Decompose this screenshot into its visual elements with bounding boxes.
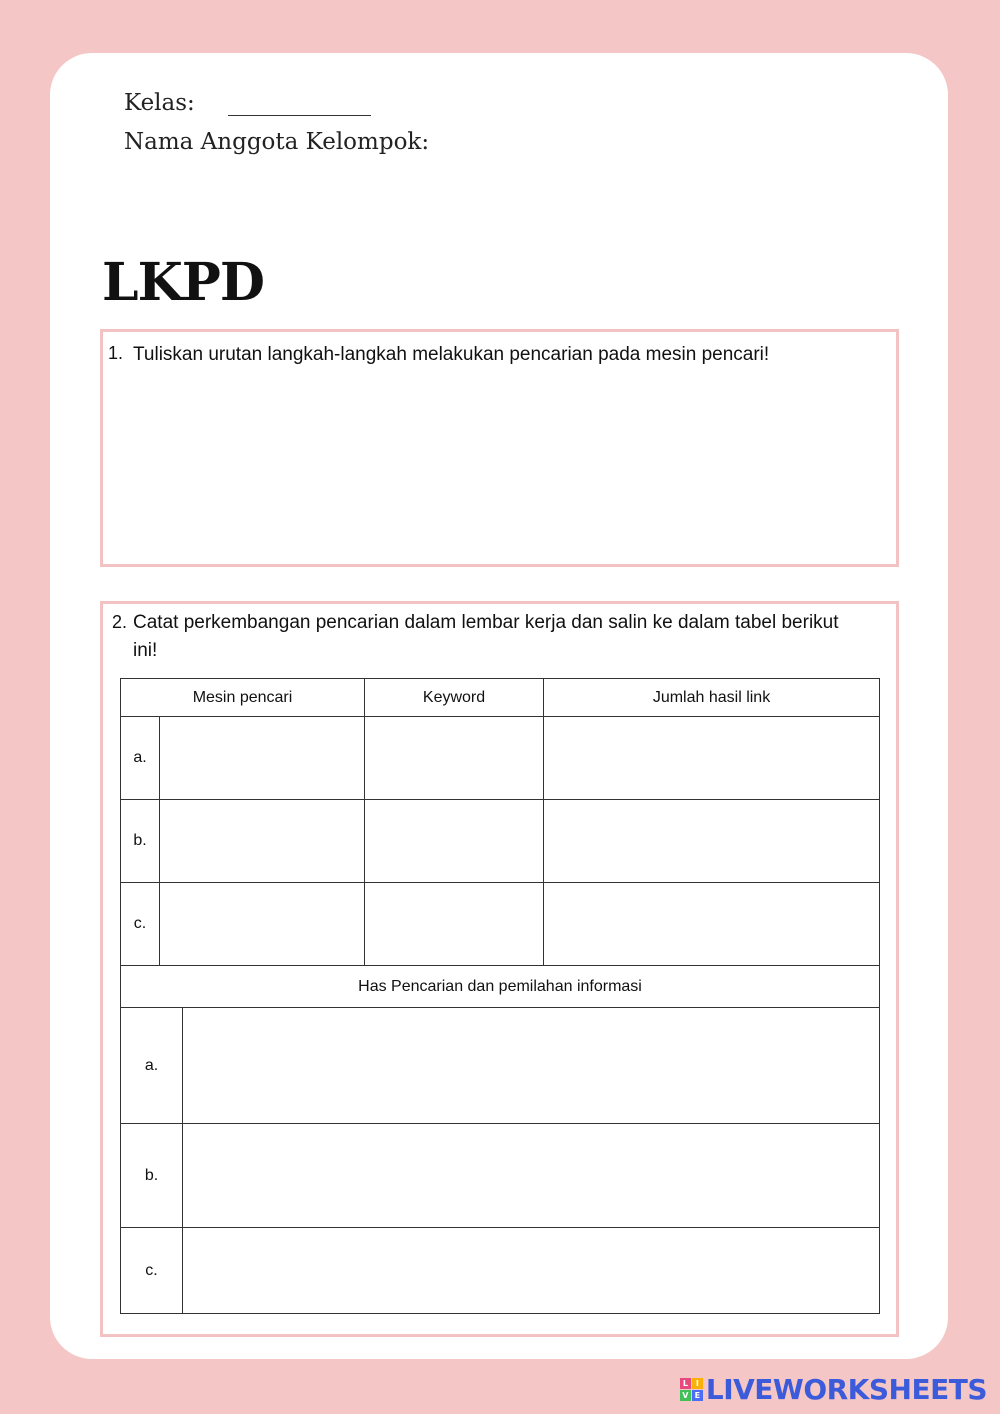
search-engine-cell[interactable]: [160, 800, 365, 883]
link-count-cell[interactable]: [544, 883, 880, 966]
table-header-row: [121, 679, 880, 717]
logo-mark-letter: V: [680, 1390, 691, 1401]
table-row: [121, 800, 880, 883]
row-label: c.: [121, 883, 160, 966]
logo-mark-letter: I: [692, 1378, 703, 1389]
row-label: b.: [121, 1124, 183, 1228]
result-cell[interactable]: [183, 1228, 880, 1314]
question-2-number: 2.: [112, 612, 128, 632]
table-row: [121, 1008, 880, 1124]
search-progress-table: [120, 678, 880, 1314]
header-keyword: Keyword: [365, 679, 544, 717]
header-search-engine: Mesin pencari: [121, 679, 365, 717]
logo-mark-icon: [680, 1378, 703, 1401]
section-title: Has Pencarian dan pemilahan informasi: [121, 966, 880, 1008]
table-row: [121, 883, 880, 966]
section-title-row: [121, 966, 880, 1008]
question-2-text: Catat perkembangan pencarian dalam lembar kerja dan salin ke dalam tabel berikut ini!: [133, 612, 839, 661]
keyword-cell[interactable]: [365, 883, 544, 966]
result-cell[interactable]: [183, 1124, 880, 1228]
brand-name: LIVEWORKSHEETS: [705, 1373, 987, 1406]
question-1-text: Tuliskan urutan langkah-langkah melakukan pencarian pada mesin pencari!: [133, 344, 770, 365]
kelas-blank-line: [228, 115, 371, 116]
link-count-cell[interactable]: [544, 717, 880, 800]
page-title: LKPD: [102, 252, 264, 313]
row-label: a.: [121, 1008, 183, 1124]
liveworksheets-logo: [680, 1373, 987, 1406]
kelas-label: Kelas:: [124, 90, 195, 116]
result-cell[interactable]: [183, 1008, 880, 1124]
logo-mark-letter: E: [692, 1390, 703, 1401]
header-link-count: Jumlah hasil link: [544, 679, 880, 717]
row-label: a.: [121, 717, 160, 800]
row-label: b.: [121, 800, 160, 883]
table-row: [121, 1228, 880, 1314]
search-engine-cell[interactable]: [160, 883, 365, 966]
question-1-number: 1.: [108, 343, 124, 363]
row-label: c.: [121, 1228, 183, 1314]
search-engine-cell[interactable]: [160, 717, 365, 800]
logo-mark-letter: L: [680, 1378, 691, 1389]
keyword-cell[interactable]: [365, 800, 544, 883]
table-row: [121, 1124, 880, 1228]
group-members-label: Nama Anggota Kelompok:: [124, 129, 430, 155]
keyword-cell[interactable]: [365, 717, 544, 800]
table-row: [121, 717, 880, 800]
link-count-cell[interactable]: [544, 800, 880, 883]
